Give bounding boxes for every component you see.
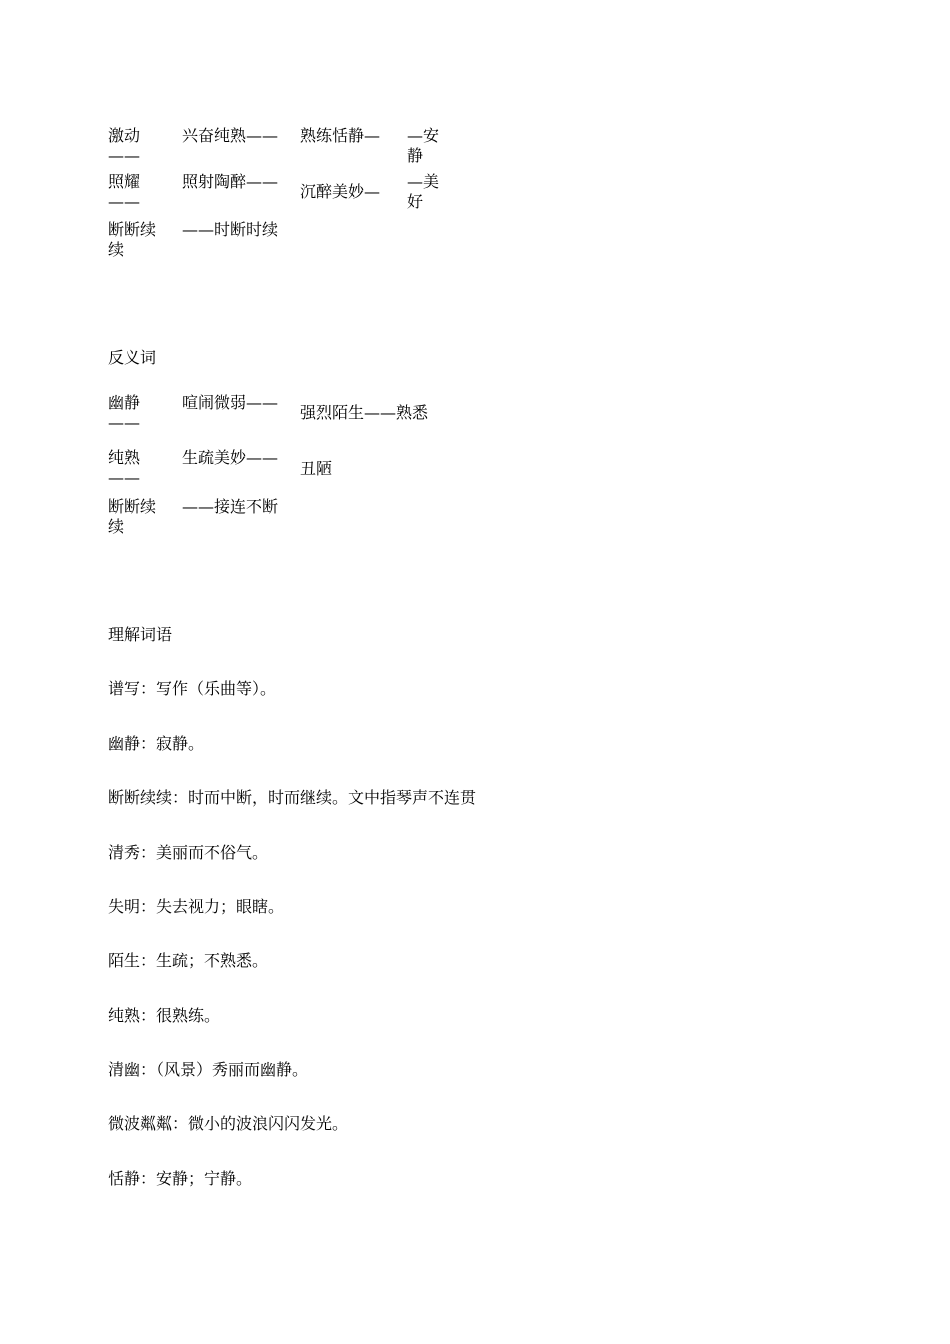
synonym-cell: 照射陶醉—— [182,172,279,191]
synonym-cell: —安静 [407,126,440,165]
glossary-item: 纯熟：很熟练。 [108,1006,221,1025]
antonym-cell: 喧闹微弱—— [182,393,279,412]
antonym-cell: 断断续续 [108,497,157,536]
antonym-cell: 纯熟—— [108,448,141,487]
glossary-item: 断断续续：时而中断，时而继续。文中指琴声不连贯 [108,788,477,807]
synonym-cell: ——时断时续 [182,220,279,239]
glossary-item: 恬静：安静；宁静。 [108,1169,253,1188]
antonym-cell: 强烈陌生——熟悉 [300,403,429,422]
glossary-item: 清幽：（风景）秀丽而幽静。 [108,1060,309,1079]
synonym-cell: 熟练恬静— [300,126,381,145]
synonym-cell: 照耀—— [108,172,141,211]
antonym-cell: 幽静—— [108,393,141,432]
synonym-cell: 沉醉美妙— [300,182,381,201]
glossary-item: 谱写：写作（乐曲等）。 [108,679,277,698]
antonym-cell: 丑陋 [300,459,333,478]
antonyms-heading: 反义词 [108,348,157,367]
glossary-heading: 理解词语 [108,625,173,644]
glossary-item: 失明：失去视力；眼瞎。 [108,897,285,916]
antonym-cell: 生疏美妙—— [182,448,279,467]
glossary-item: 陌生：生疏；不熟悉。 [108,951,269,970]
synonym-cell: 断断续续 [108,220,157,259]
synonym-cell: 激动—— [108,126,141,165]
glossary-item: 幽静：寂静。 [108,734,205,753]
synonym-cell: —美好 [407,172,440,211]
glossary-item: 清秀：美丽而不俗气。 [108,843,269,862]
antonym-cell: ——接连不断 [182,497,279,516]
glossary-item: 微波粼粼：微小的波浪闪闪发光。 [108,1114,349,1133]
synonym-cell: 兴奋纯熟—— [182,126,279,145]
